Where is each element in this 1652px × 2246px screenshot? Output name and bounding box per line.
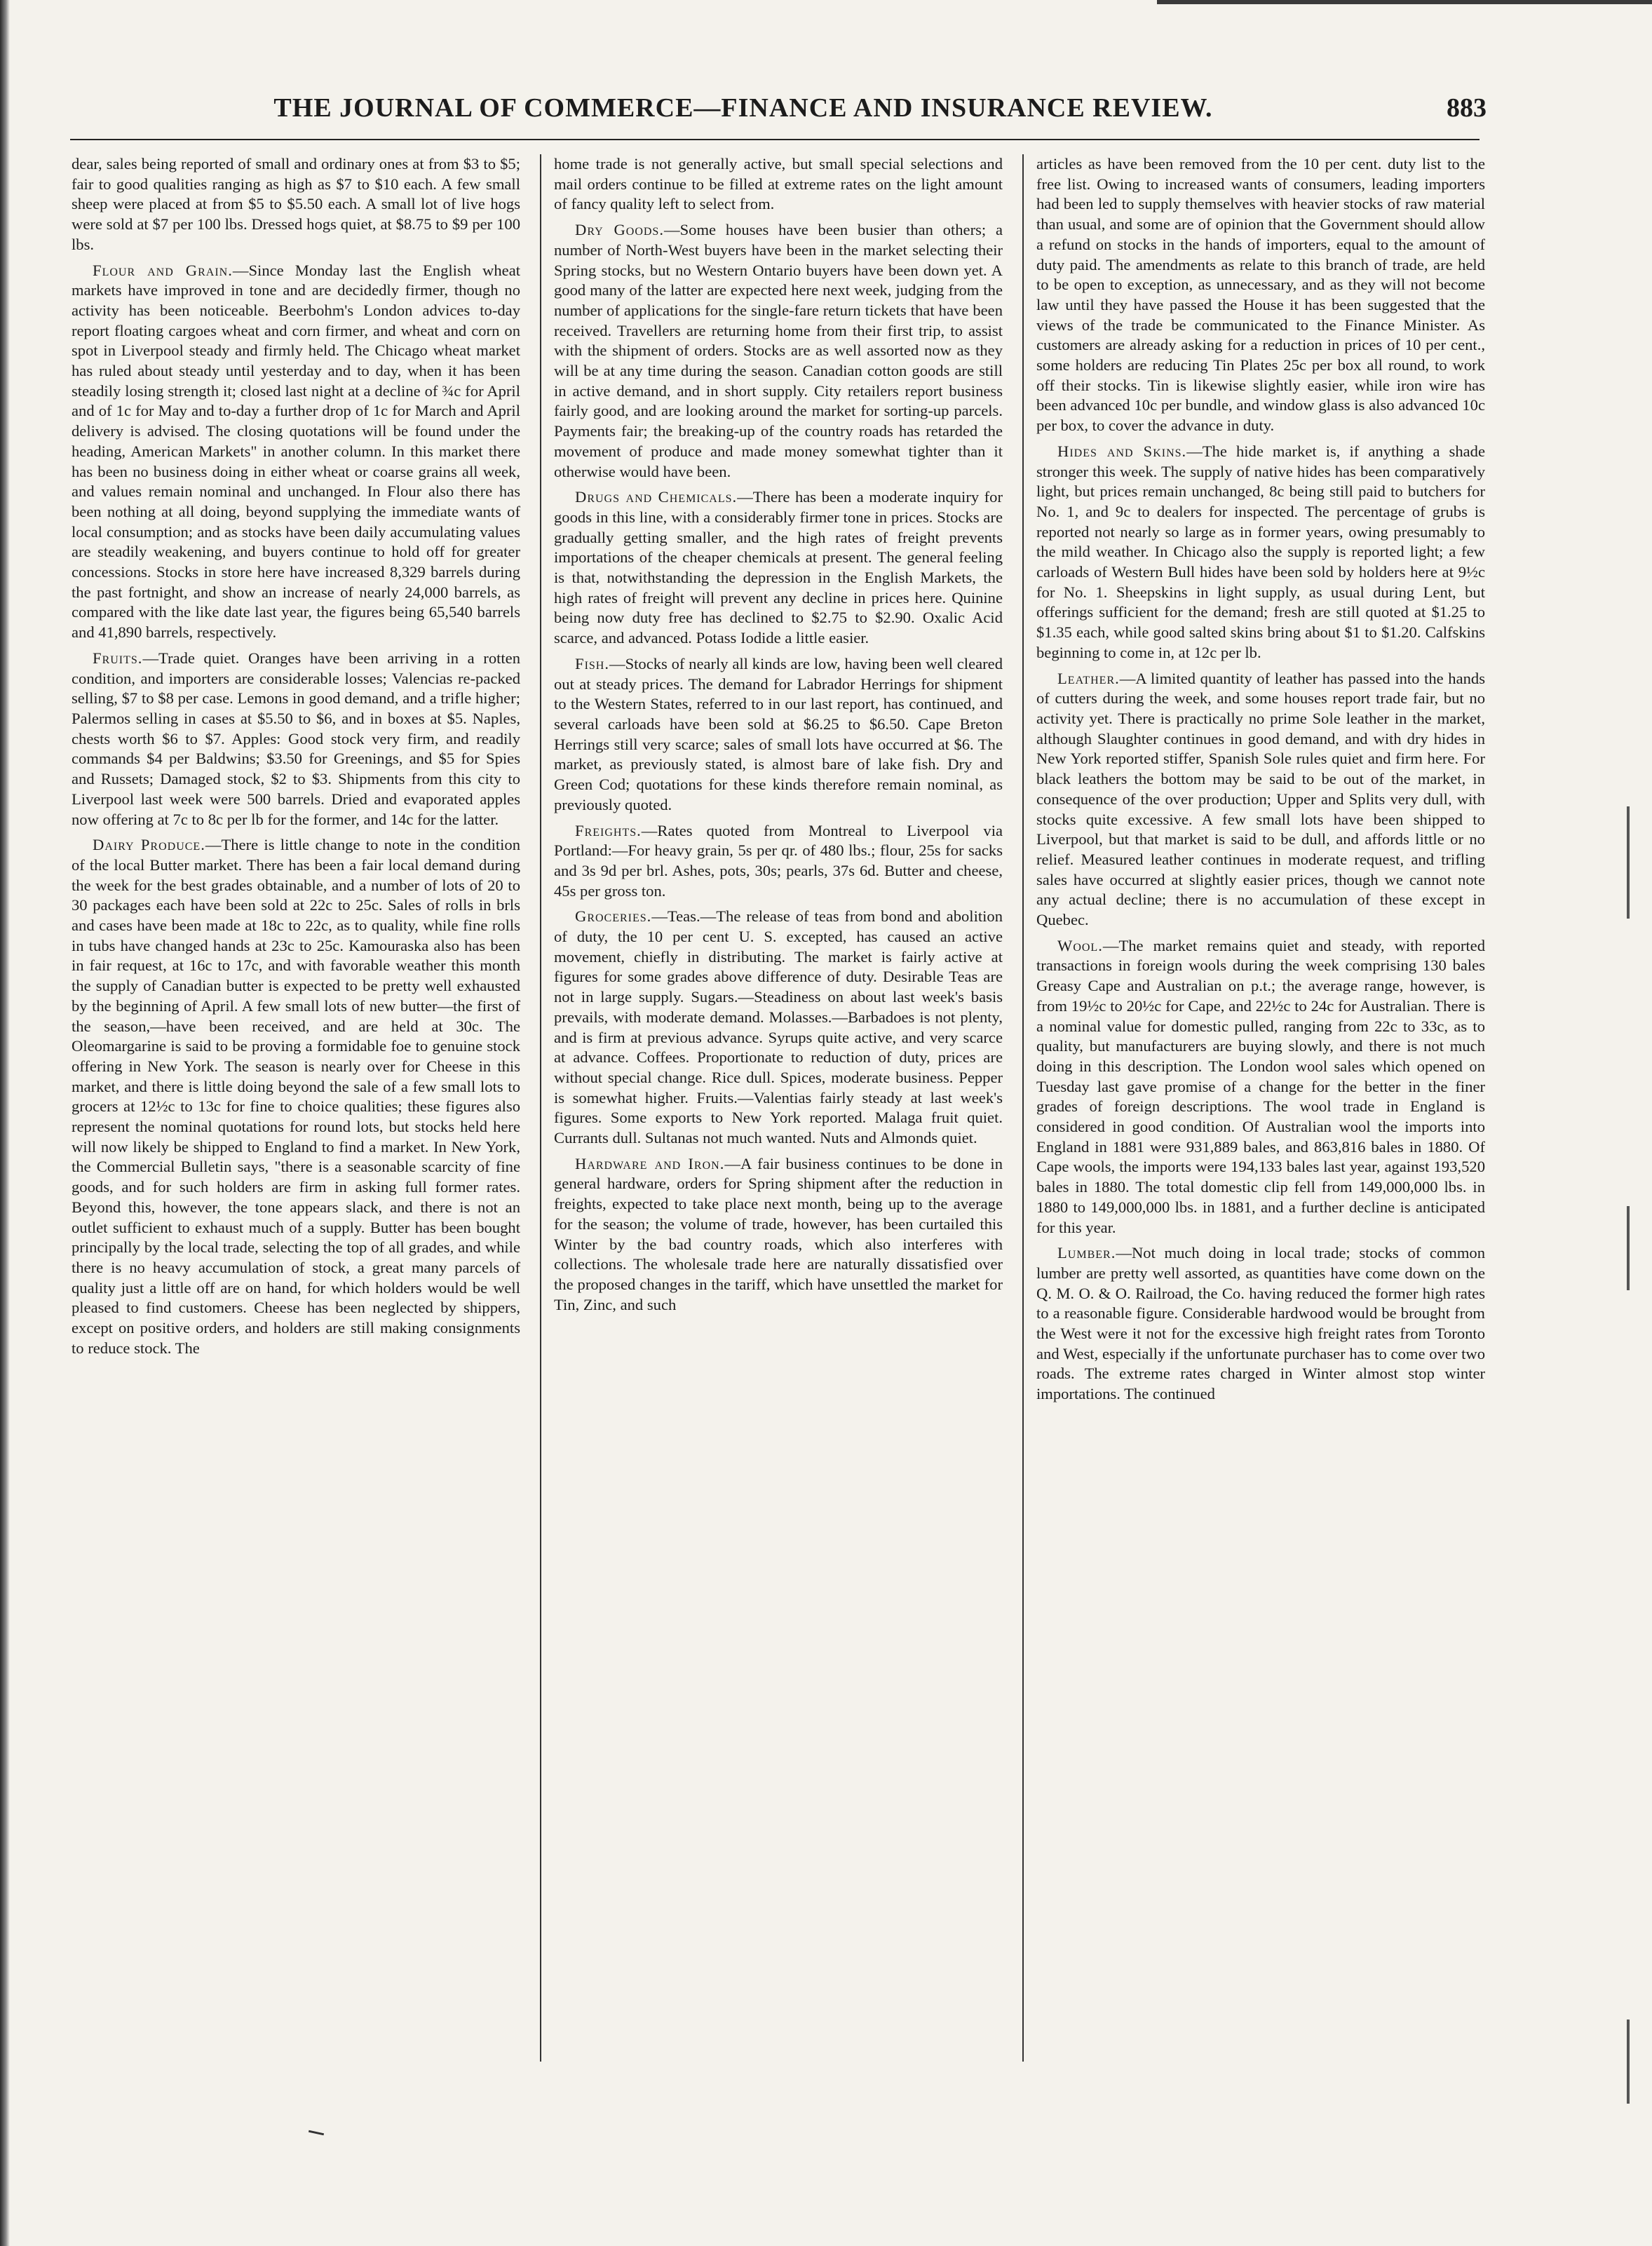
article-paragraph xyxy=(1036,1243,1485,1405)
paragraph-text: —A limited quantity of leather has passed into the hands of cutters during the week, and some houses report trade fair, but no activity yet. There is practically no prime Sole leather in the market, although Slaughter continues in good demand, and with dry hides in New York reported stiffer, Spanish Sole rules quiet and firm here. For black leathers the bottom may be said to be out of the market, in consequence of the over production; Upper and Splits very dull, with stocks quite excessive. A few small lots have been shipped to Liverpool, but that market is said to be dull, and affords little or no relief. Measured leather continues in moderate request, and trifling sales have occurred at slightly easier prices, though we cannot note any actual decline; there is no accumulation of these except in Quebec. xyxy=(1036,669,1485,929)
section-heading: Dairy Produce. xyxy=(93,836,205,854)
paragraph-text: —Since Monday last the English wheat markets have improved in tone and are decidedly firmer, though no activity has been noticeable. Beerbohm's London advices to-day report floating cargoes wheat and corn firmer, and wheat and corn on spot in Liverpool steady and firmly held. The Chicago wheat market has ruled about steady until yesterday and to day, when it has been steadily losing strength it; closed last night at a decline of ¾c for April and of 1c for May and to-day a further drop of 1c for March and April delivery is advised. The closing quotations will be found under the heading, American Markets" in another column. In this market there has been no business doing in either wheat or coarse grains all week, and values remain nominal and unchanged. In Flour also there has been nothing at all doing, beyond supplying the immediate wants of local consumption; and as stocks have been daily accumulating values are steadily weakening, and buyers continue to hold off for greater concessions. Stocks in store here have increased 8,329 barrels during the past fortnight, and show an increase of nearly 24,000 barrels, as compared with the like date last year, the figures being 65,540 barrels and 41,890 barrels, respectively. xyxy=(72,261,520,642)
section-heading: Groceries. xyxy=(575,907,652,926)
column-2 xyxy=(554,154,1003,2062)
margin-mark xyxy=(1627,806,1630,919)
article-paragraph xyxy=(72,154,520,255)
article-paragraph xyxy=(1036,669,1485,931)
article-paragraph xyxy=(554,907,1003,1148)
article-paragraph xyxy=(1036,936,1485,1238)
section-heading: Flour and Grain. xyxy=(93,261,233,279)
section-heading: Wool. xyxy=(1057,936,1103,954)
section-heading: Drugs and Chemicals. xyxy=(575,488,738,506)
article-paragraph xyxy=(554,487,1003,649)
section-heading: Hardware and Iron. xyxy=(575,1154,725,1172)
paragraph-text: —There is little change to note in the condition of the local Butter market. There has been a fair local demand during the week for the best grades obtainable, and a number of lots of 20 to 30 packages each have been sold at 22c to 25c. Sales of rolls in brls and cases have been made at 18c to 22c, as to quality, while fine rolls in tubs have changed hands at 23c to 25c. Kamouraska also has been in fair request, at 16c to 17c, and with favorable weather this month the supply of Canadian butter is expected to be pretty well exhausted by the beginning of April. A few small lots of new butter—the first of the season,—have been received, and are held at 30c. The Oleomargarine is said to be proving a formidable foe to genuine stock offering in New York. The season is nearly over for Cheese in this market, and there is little doing beyond the sale of a few small lots to grocers at 12½c to 13c for fine to choice qualities; these figures also represent the nominal quotations for round lots, but stocks held here will now likely be shipped to England to find a market. In New York, the Commercial Bulletin says, "there is a seasonable scarcity of fine goods, and for such holders are firm in asking full former rates. Beyond this, however, the tone appears slack, and there is not an outlet sufficient to exhaust much of a supply. Butter has been bought principally by the local trade, selecting the top of all grades, and while there is no heavy accumulation of stock, a great many parcels of quality just a little off are on hand, for which holders would be well pleased to find customers. Cheese has been neglected by shippers, except on positive orders, and holders are still making consignments to reduce stock. The xyxy=(72,836,520,1357)
scan-edge xyxy=(0,0,10,2246)
paragraph-text: —A fair business continues to be done in general hardware, orders for Spring shipment after the reduction in freights, expected to take place next month, being up to the average for the season; the volume of trade, however, has been curtailed this Winter by the bad country roads, which also interferes with collections. The wholesale trade here are naturally dissatisfied over the proposed changes in the tariff, which have unsettled the market for Tin, Zinc, and such xyxy=(554,1154,1003,1313)
section-heading: Hides and Skins. xyxy=(1057,442,1187,460)
paragraph-text: —Stocks of nearly all kinds are low, having been well cleared out at steady prices. The demand for Labrador Herrings for shipment to the Western States, referred to in our last report, has continued, and several carloads have been sold at $6.25 to $6.50. Cape Breton Herrings still very scarce; sales of small lots have occurred at $6. The market, as previously stated, is almost bare of lake fish. Dry and Green Cod; quotations for these kinds therefore remain nominal, as previously quoted. xyxy=(554,654,1003,813)
scan-top-border xyxy=(1157,0,1652,4)
section-heading: Dry Goods. xyxy=(575,221,664,239)
paragraph-text: —Not much doing in local trade; stocks of common lumber are pretty well assorted, as quantities have come down on the Q. M. O. & O. Railroad, the Co. having reduced the former high rates to a reasonable figure. Considerable hardwood would be brought from the West were it not for the excessive high freight rates from Toronto and West, especially if the unfortunate purchaser has to come over two roads. The extreme rates charged in Winter almost stop winter importations. The continued xyxy=(1036,1244,1485,1403)
page-header xyxy=(63,84,1487,147)
paragraph-text: home trade is not generally active, but small special selections and mail orders continue to be filled at extreme rates on the light amount of fancy quality left to select from. xyxy=(554,155,1003,213)
paragraph-text: dear, sales being reported of small and ordinary ones at from $3 to $5; fair to good qualities ranging as high as $7 to $10 each. A few small sheep were placed at from $5 to $5.50 each. A small lot of live hogs were sold at $7 per 100 lbs. Dressed hogs quiet, at $8.75 to $9 per 100 lbs. xyxy=(72,155,520,253)
margin-mark xyxy=(1627,2020,1630,2104)
column-divider xyxy=(540,154,541,2062)
column-3 xyxy=(1036,154,1485,2062)
journal-title: THE JOURNAL OF COMMERCE—FINANCE AND INSURANCE REVIEW. xyxy=(273,93,1213,123)
section-heading: Fruits. xyxy=(93,649,143,667)
article-paragraph xyxy=(554,821,1003,902)
page-number: 883 xyxy=(1447,93,1487,123)
article-paragraph xyxy=(1036,154,1485,436)
paragraph-text: —The hide market is, if anything a shade stronger this week. The supply of native hides has been comparatively light, but prices remain unchanged, 8c being still paid to butchers for No. 1, and 9c to dealers for inspected. The percentage of grubs is reported not nearly so large as in former years, owing presumably to the mild weather. In Chicago also the supply is reported light; a few carloads of Western Bull hides have been sold by holders here at 9½c for No. 1. Sheepskins in light supply, as usual during Lent, but offerings sufficient for the demand; fresh are still quoted at $1.25 to $1.35 each, while good salted skins bring about $1 to $1.20. Calfskins beginning to come in, at 12c per lb. xyxy=(1036,442,1485,661)
column-divider xyxy=(1022,154,1024,2062)
article-paragraph xyxy=(72,649,520,830)
newspaper-page xyxy=(63,84,1487,2069)
paragraph-text: —Trade quiet. Oranges have been arriving in a rotten condition, and importers are considerable losses; Valencias re-packed selling, $7 to $8 per case. Lemons in good demand, and a trifle higher; Palermos selling in cases at $5.50 to $6, and in boxes at $5. Naples, chests worth $6 to $7. Apples: Good stock very firm, and readily commands $4 per Baldwins; $3.50 for Greenings, and $5 for Spies and Russets; Damaged stock, $2 to $3. Shipments from this city to Liverpool last week were 500 barrels. Dried and evaporated apples now offering at 7c to 8c per lb for the former, and 14c for the latter. xyxy=(72,649,520,828)
section-heading: Lumber. xyxy=(1057,1244,1116,1262)
article-paragraph xyxy=(554,1154,1003,1315)
header-rule xyxy=(70,139,1480,140)
article-paragraph xyxy=(72,835,520,1358)
section-heading: Fish. xyxy=(575,654,609,672)
paragraph-text: —There has been a moderate inquiry for goods in this line, with a considerably firmer tone in prices. Stocks are gradually getting smaller, and the high rates of freight prevents importations of the cheaper chemicals at present. The general feeling is that, notwithstanding the depression in the English Markets, the high rates of freight will prevent any decline in prices here. Quinine being now duty free has declined to $2.75 to $2.90. Oxalic Acid scarce, and advanced. Potass Iodide a little easier. xyxy=(554,488,1003,647)
article-paragraph xyxy=(72,261,520,643)
paragraph-text: —Teas.—The release of teas from bond and abolition of duty, the 10 per cent U. S. excepted, has caused an active movement, chiefly in distributing. The market is fairly active at figures for some grades above difference of duty. Desirable Teas are not in large supply. Sugars.—Steadiness on about last week's basis prevails, with moderate demand. Molasses.—Barbadoes is not plenty, and is firm at previous advance. Syrups quite active, and very scarce at advance. Coffees. Proportionate to reduction of duty, prices are without special change. Rice dull. Spices, moderate business. Pepper is somewhat higher. Fruits.—Valentias fairly steady at last week's figures. Some exports to New York reported. Malaga fruit quiet. Currants dull. Sultanas not much wanted. Nuts and Almonds quiet. xyxy=(554,907,1003,1147)
section-heading: Freights. xyxy=(575,821,642,839)
margin-mark xyxy=(1627,1206,1630,1290)
paragraph-text: —The market remains quiet and steady, with reported transactions in foreign wools during the week comprising 130 bales Greasy Cape and Australian on p.t.; the average range, however, is from 19½c to 20½c for Cape, and 22½c to 24c for Australian. There is a nominal value for domestic pulled, ranging from 22c to 33c, as to quality, but manufacturers are buying slowly, and there is not much doing in this description. The London wool sales which opened on Tuesday last gave promise of a change for the better in the finer grades of foreign descriptions. The wool trade in England is considered in good condition. Of Australian wool the imports into England in 1881 were 931,889 bales, and 863,816 bales in 1880. Of Cape wools, the imports were 194,133 bales last year, against 193,520 bales in 1880. The total domestic clip fell from 149,000,000 lbs. in 1880 to 149,000,000 lbs. in 1881, and a further decline is anticipated for this year. xyxy=(1036,936,1485,1236)
print-mark xyxy=(309,2130,324,2136)
article-paragraph xyxy=(554,154,1003,215)
paragraph-text: articles as have been removed from the 10 per cent. duty list to the free list. Owing to increased wants of consumers, leading importers had been led to supply themselves with heavier stocks of raw material than usual, and some are of opinion that the Government should allow a refund on stocks in the hands of importers, equal to the amount of duty paid. The amendments as relate to this branch of trade, are held to be open to exception, as unnecessary, and as they will not become law until they have passed the House it has been suggested that the views of the trade be communicated to the Finance Minister. As customers are already asking for a reduction in prices of 10 per cent., some holders are reducing Tin Plates 25c per box all round, to work off their stocks. Tin is likewise slightly easier, while iron wire has been advanced 10c per bundle, and window glass is also advanced 10c per box, to cover the advance in duty. xyxy=(1036,155,1485,435)
article-paragraph xyxy=(554,220,1003,482)
article-paragraph xyxy=(1036,442,1485,663)
section-heading: Leather. xyxy=(1057,669,1120,687)
paragraph-text: —Some houses have been busier than others; a number of North-West buyers have been in the market selecting their Spring stocks, but no Western Ontario buyers have been down yet. A good many of the latter are expected here next week, judging from the number of applications for the single-fare return tickets that have been received. Travellers are returning home from their first trip, to assist with the shipment of orders. Stocks are as well assorted now as they will be at any time during the season. Canadian cotton goods are still in active demand, and in short supply. City retailers report business fairly good, and are looking around the market for sorting-up parcels. Payments fair; the breaking-up of the country roads has retarded the movement of produce and made money somewhat tighter than it otherwise would have been. xyxy=(554,221,1003,480)
paragraph-text: —Rates quoted from Montreal to Liverpool via Portland:—For heavy grain, 5s per qr. of 480 lbs.; flour, 25s for sacks and 3s 9d per brl. Ashes, pots, 30s; pearls, 37s 6d. Butter and cheese, 45s per gross ton. xyxy=(554,821,1003,900)
article-paragraph xyxy=(554,654,1003,816)
column-1 xyxy=(72,154,520,2062)
